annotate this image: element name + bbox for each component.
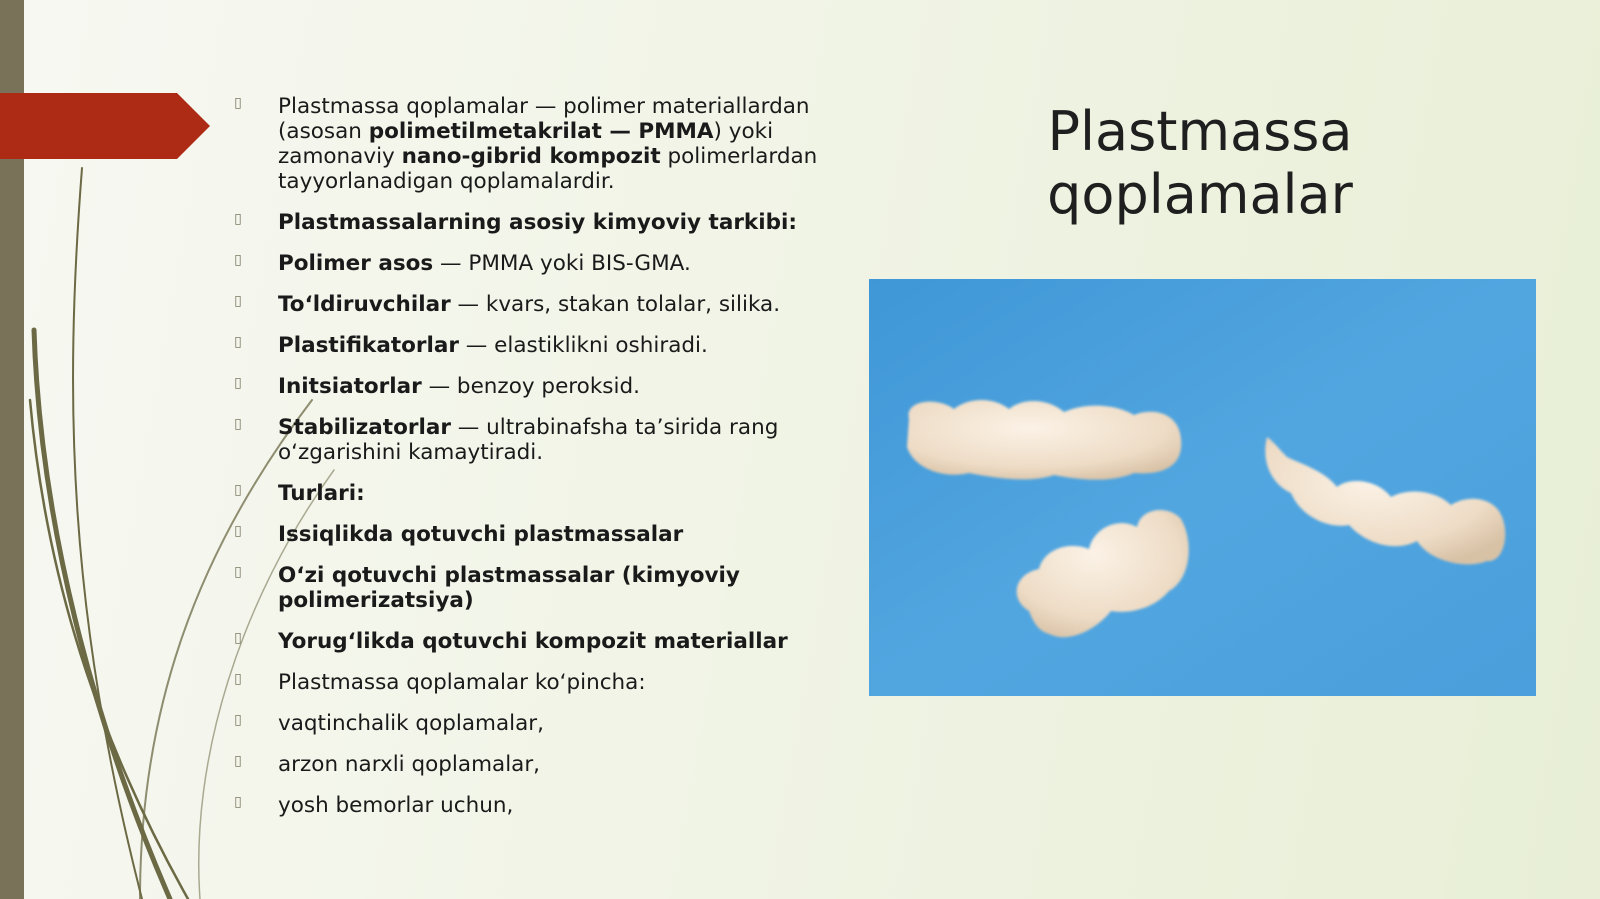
bullet-icon: ▯ <box>234 211 242 227</box>
bullet-text <box>278 374 640 399</box>
bullet-text <box>278 210 797 235</box>
bullet-item <box>232 629 832 654</box>
bullet-text-bold: Issiqlikda qotuvchi plastmassalar <box>278 522 684 547</box>
bullet-text-bold: polimetilmetakrilat — PMMA <box>368 119 714 144</box>
bullet-item <box>232 94 832 194</box>
bullet-text <box>278 251 691 276</box>
bullet-text-normal: ) yoki zamonaviy <box>278 119 774 169</box>
bullet-text-bold: Stabilizatorlar <box>278 415 451 440</box>
bullet-item <box>232 711 832 736</box>
bullet-text-normal: — PMMA yoki BIS-GMA. <box>433 251 691 276</box>
bullet-text <box>278 415 778 465</box>
bullet-text-normal: polimerlardan tayyorlanadigan qoplamalardir. <box>278 144 818 194</box>
bullet-text-bold: Turlari: <box>278 481 365 506</box>
bullet-icon: ▯ <box>234 482 242 498</box>
bullet-item <box>232 481 832 506</box>
bullet-item <box>232 522 832 547</box>
bullet-text-bold: O‘zi qotuvchi plastmassalar (kimyoviy polimerizatsiya) <box>278 563 740 613</box>
bullet-icon: ▯ <box>234 630 242 646</box>
bullet-text <box>278 563 740 613</box>
bullet-text <box>278 629 788 654</box>
accent-arrow <box>0 93 210 159</box>
bullet-text-normal: — elastiklikni oshiradi. <box>458 333 708 358</box>
bullet-icon: ▯ <box>234 252 242 268</box>
dental-crowns-photo <box>869 279 1536 696</box>
bullet-text-normal: arzon narxli qoplamalar, <box>278 752 541 777</box>
bullet-text-bold: Plastmassalarning asosiy kimyoviy tarkibi: <box>278 210 797 235</box>
bullet-text <box>278 481 365 506</box>
bullet-item <box>232 670 832 695</box>
bullet-item <box>232 752 832 777</box>
bullet-text-bold: Polimer asos <box>278 251 434 276</box>
bullet-text-normal: — benzoy peroksid. <box>421 374 640 399</box>
bullet-text-normal: Plastmassa qoplamalar ko‘pincha: <box>278 670 646 695</box>
bullet-list <box>232 94 832 834</box>
bullet-icon: ▯ <box>234 375 242 391</box>
bullet-text-bold: nano-gibrid kompozit <box>401 144 661 169</box>
bullet-text <box>278 333 708 358</box>
bullet-item <box>232 333 832 358</box>
bullet-text-normal: — kvars, stakan tolalar, silika. <box>450 292 781 317</box>
bullet-item <box>232 563 832 613</box>
bullet-text <box>278 793 513 818</box>
bullet-text <box>278 522 683 547</box>
bullet-text <box>278 670 646 695</box>
bullet-item <box>232 793 832 818</box>
bullet-text <box>278 292 780 317</box>
bullet-text-bold: Yorug‘likda qotuvchi kompozit materiallar <box>278 629 788 654</box>
bullet-icon: ▯ <box>234 523 242 539</box>
bullet-icon: ▯ <box>234 564 242 580</box>
bullet-text-normal: Plastmassa qoplamalar — polimer materiallardan (asosan <box>278 94 810 144</box>
bullet-text-bold: Plastifikatorlar <box>278 333 459 358</box>
bullet-icon: ▯ <box>234 712 242 728</box>
bullet-text-bold: Initsiatorlar <box>278 374 422 399</box>
bullet-icon: ▯ <box>234 293 242 309</box>
bullet-icon: ▯ <box>234 794 242 810</box>
bullet-text-normal: vaqtinchalik qoplamalar, <box>278 711 544 736</box>
bullet-icon: ▯ <box>234 753 242 769</box>
bullet-text <box>278 752 540 777</box>
bullet-item <box>232 292 832 317</box>
bullet-icon: ▯ <box>234 95 242 111</box>
bullet-item <box>232 210 832 235</box>
bullet-text-normal: — ultrabinafsha ta’sirida rang o‘zgarishini kamaytiradi. <box>278 415 779 465</box>
bullet-text <box>278 711 544 736</box>
bullet-item <box>232 374 832 399</box>
bullet-icon: ▯ <box>234 671 242 687</box>
bullet-text <box>278 94 817 194</box>
slide-title: Plastmassa qoplamalar <box>1047 100 1353 226</box>
bullet-icon: ▯ <box>234 416 242 432</box>
bullet-item <box>232 251 832 276</box>
bullet-item <box>232 415 832 465</box>
bullet-text-bold: To‘ldiruvchilar <box>278 292 451 317</box>
bullet-text-normal: yosh bemorlar uchun, <box>278 793 514 818</box>
bullet-icon: ▯ <box>234 334 242 350</box>
